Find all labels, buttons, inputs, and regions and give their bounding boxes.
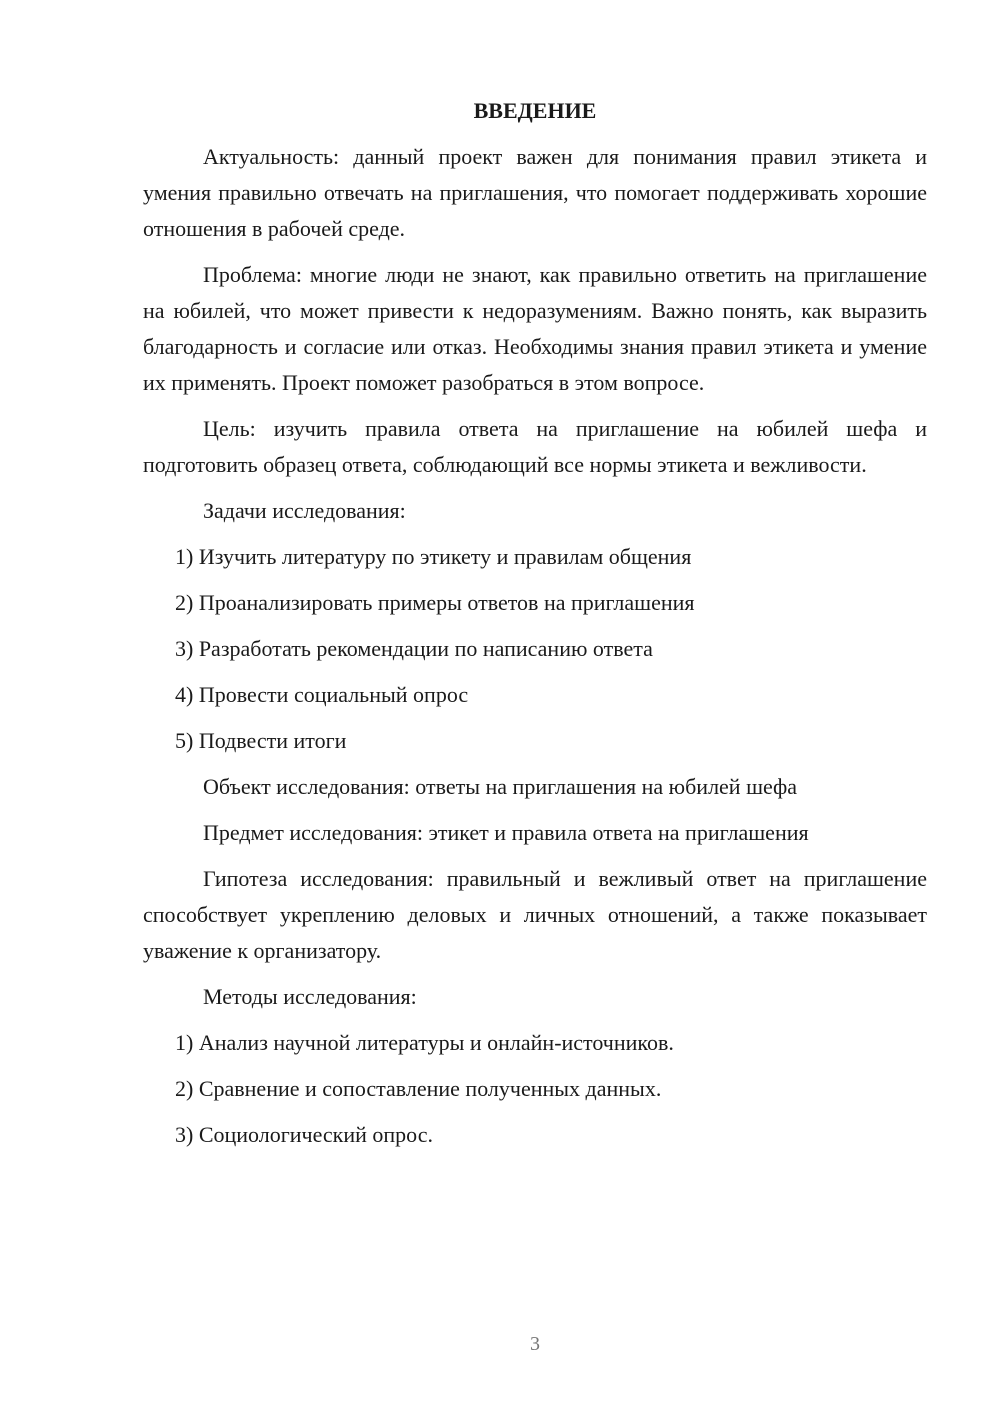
research-subject: Предмет исследования: этикет и правила ответа на приглашения [203,820,809,845]
list-item: 2) Проанализировать примеры ответов на приглашения [175,590,695,615]
list-item: 3) Социологический опрос. [175,1122,433,1147]
methods-title: Методы исследования: [203,984,417,1009]
hypothesis-paragraph: Гипотеза исследования: правильный и вежливый ответ на приглашение способствует укреплению деловых и личных отношений, а также показывает уважение к организатору. [143,866,927,963]
list-item: 3) Разработать рекомендации по написанию ответа [175,636,653,661]
page-number: 3 [530,1333,540,1355]
page-title: ВВЕДЕНИЕ [473,98,597,123]
list-item: 1) Анализ научной литературы и онлайн-источников. [175,1030,674,1055]
methods-list [143,1025,927,1153]
list-item: 5) Подвести итоги [175,728,347,753]
tasks-title: Задачи исследования: [203,498,406,523]
document-page [143,94,927,1163]
research-object: Объект исследования: ответы на приглашения на юбилей шефа [203,774,798,799]
relevance-paragraph: Актуальность: данный проект важен для понимания правил этикета и умения правильно отвечать на приглашения, что помогает поддерживать хорошие отношения в рабочей среде. [143,144,927,241]
problem-paragraph: Проблема: многие люди не знают, как правильно ответить на приглашение на юбилей, что может привести к недоразумениям. Важно понять, как выразить благодарность и согласие или отказ. Необходимы знания правил этикета и умение их применять. Проект поможет разобраться в этом вопросе. [143,262,927,395]
list-item: 2) Сравнение и сопоставление полученных данных. [175,1076,662,1101]
list-item: 4) Провести социальный опрос [175,682,469,707]
list-item: 1) Изучить литературу по этикету и правилам общения [175,544,692,569]
tasks-list [143,539,927,759]
goal-paragraph: Цель: изучить правила ответа на приглашение на юбилей шефа и подготовить образец ответа, соблюдающий все нормы этикета и вежливости. [143,416,927,477]
